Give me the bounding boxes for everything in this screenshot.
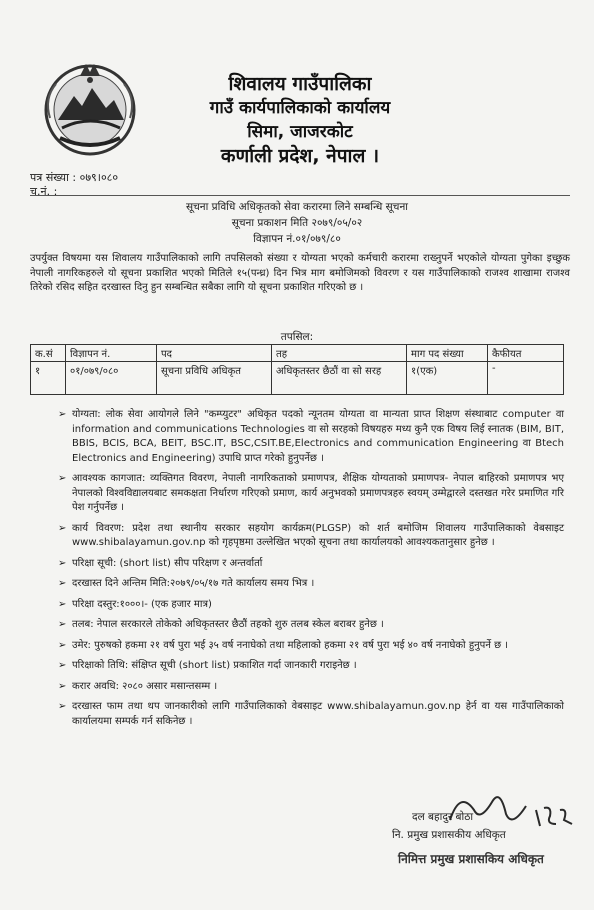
list-item-text: आवश्यक कागजात: व्यक्तिगत विवरण, नेपाली नागरिकताको प्रमाणपत्र, शैक्षिक योग्यताको प्रमाणपत्र- नेपाल बाहिरको प्रमाणपत्र भए नेपालको विश्वविद्यालयबाट समकक्षता निर्धारण गरिएको प्रमाण, कार्य अनुभवको प्रमाणपत्रहरु स्वयम् उम्मेद्वारले दस्तखत गरेर प्रमाणित गरि पेश गर्नुपर्नेछ ।: [72, 473, 564, 513]
list-item: [58, 700, 564, 729]
list-item-text: परिक्षाको तिथि: संक्षिप्त सूची (short list) प्रकाशित गर्दा जानकारी गराइनेछ ।: [72, 660, 357, 671]
cell-ad-number: ०१/०७९/०८०: [66, 362, 157, 395]
dispatch-number: च.नं. :: [30, 185, 58, 198]
table-row: [31, 362, 564, 395]
table-header-row: [31, 345, 564, 362]
list-item-text: करार अवधि: २०८० असार मसान्तसम्म ।: [72, 680, 218, 692]
table-label: तपसिल:: [280, 331, 314, 343]
list-item: [58, 639, 564, 654]
list-item: [58, 618, 564, 633]
signatory-name: दल बहादुर बोठा: [412, 811, 474, 823]
list-item-text: परिक्षा दस्तुर:१०००।- (एक हजार मात्र): [72, 598, 212, 610]
cell-serial: १: [31, 362, 66, 395]
list-item-text: उमेर: पुरुषको हकमा २१ वर्ष पुरा भई ३५ वर्ष ननाघेको तथा महिलाको हकमा २१ वर्ष पुरा भई ४० वर्ष ननाघेको हुनुपर्ने छ ।: [72, 639, 509, 651]
office-address: सिमा, जाजरकोट: [247, 122, 353, 142]
cell-post: सूचना प्रविधि अधिकृत: [157, 362, 272, 395]
nepal-emblem-icon: [30, 58, 150, 162]
office-province: कर्णाली प्रदेश, नेपाल ।: [220, 145, 380, 167]
bullet-marker: ➢: [58, 619, 67, 630]
list-item: [58, 522, 564, 551]
list-item: [58, 408, 564, 466]
list-item: [58, 598, 564, 613]
office-name: शिवालय गाउँपालिका: [228, 73, 372, 95]
col-ad-number: विज्ञापन नं.: [66, 345, 157, 362]
bullet-marker: ➢: [58, 680, 67, 692]
office-subtitle: गाउँ कार्यपालिकाको कार्यालय: [209, 98, 391, 118]
bullet-marker: ➢: [58, 522, 67, 534]
list-item-text: दरखास्त दिने अन्तिम मिति:२०७९/०५/१७ गते कार्यालय समय भित्र ।: [72, 578, 315, 589]
cell-remarks: -: [488, 362, 564, 395]
list-item: [58, 577, 564, 592]
notice-title: सूचना प्रविधि अधिकृतको सेवा करारमा लिने सम्बन्धि सूचना: [185, 201, 408, 213]
col-post: पद: [157, 345, 272, 362]
notice-date: सूचना प्रकाशन मिति २०७९/०५/०२: [231, 217, 363, 229]
notice-paragraph: उपर्युक्त विषयमा यस शिवालय गाउँपालिकाको लागि तपसिलको संख्या र योग्यता भएको कर्मचारी करारमा राख्नुपर्ने भएकोले योग्यता पुगेका इच्छुक नेपाली नागरिकहरुले यो सूचना प्रकाशित भएको मितिले १५(पन्ध्र) दिन भित्र माग बमोजिमको विवरण र यस गाउँपालिकाको राजश्व शाखामा राजश्व तिरेको रसिद सहित दरखास्त दिनु हुन सम्बन्धित सबैका लागि यो सूचना प्रकाशित गरिएको छ ।: [30, 253, 570, 293]
vacancy-table: [30, 344, 564, 395]
letter-number: पत्र संख्या : ०७९।०८०: [30, 171, 119, 184]
bullet-marker: ➢: [58, 409, 67, 420]
list-item: [58, 680, 564, 695]
bullet-marker: ➢: [58, 639, 67, 651]
signatory-title: नि. प्रमुख प्रशासकीय अधिकृत: [392, 829, 506, 841]
list-item-text: दरखास्त फाम तथा थप जानकारीको लागि गाउँपालिकाको वेबसाइट www.shibalayamun.gov.np हेर्न वा यस गाउँपालिकाको कार्यालयमा सम्पर्क गर्न सकिनेछ ।: [72, 701, 564, 727]
list-item-text: योग्यता: लोक सेवा आयोगले लिने "कम्प्युटर" अधिकृत पदको न्यूनतम योग्यता वा मान्यता प्राप्त शिक्षण संस्थाबाट computer वा information and communications Technologies वा सो सरहको विषयहरु मध्य कुनै एक विषय लिई स्नातक (BIM, BIT, BBIS, BCIS, BCA, BEIT, BSC.IT, BSC,CSIT.BE,Electronics and communication Engineering वा Btech Electronics and Engineering) उपाधि प्राप्त गरेको हुनुपर्नेछ ।: [72, 409, 564, 464]
bullet-marker: ➢: [58, 598, 67, 610]
bullet-marker: ➢: [58, 578, 67, 589]
col-level: तह: [272, 345, 407, 362]
list-item: [58, 557, 564, 572]
list-item: [58, 472, 564, 516]
list-item-text: कार्य विवरण: प्रदेश तथा स्थानीय सरकार सहयोग कार्यक्रम(PLGSP) को शर्त बमोजिम शिवालय गाउँपालिकाको वेबसाइट www.shibalayamun.gov.np को गृहपृष्ठमा उल्लेखित भएको सूचना तथा कार्यालयको आवश्यकतानुसार हुनेछ ।: [72, 522, 564, 548]
col-quantity: माग पद संख्या: [407, 345, 488, 362]
list-item-text: परिक्षा सूची: (short list) सीप परिक्षण र अन्तर्वार्ता: [72, 557, 263, 569]
advertisement-number: विज्ञापन नं.०१/०७९/८०: [253, 233, 341, 245]
bullet-marker: ➢: [58, 473, 67, 484]
bullet-marker: ➢: [58, 660, 67, 671]
bullet-marker: ➢: [58, 557, 67, 569]
header-divider: [30, 195, 570, 196]
official-stamp: निमित्त प्रमुख प्रशासकिय अधिकृत: [398, 852, 544, 866]
col-serial: क.सं: [31, 345, 66, 362]
list-item-text: तलब: नेपाल सरकारले तोकेको अधिकृतस्तर छैठौं तहको शुरु तलब स्केल बराबर हुनेछ ।: [72, 619, 384, 630]
col-remarks: कैफीयत: [488, 345, 564, 362]
requirements-list: [58, 408, 564, 735]
cell-level: अधिकृतस्तर छैठौं वा सो सरह: [272, 362, 407, 395]
list-item: [58, 659, 564, 674]
bullet-marker: ➢: [58, 701, 67, 712]
cell-quantity: १(एक): [407, 362, 488, 395]
